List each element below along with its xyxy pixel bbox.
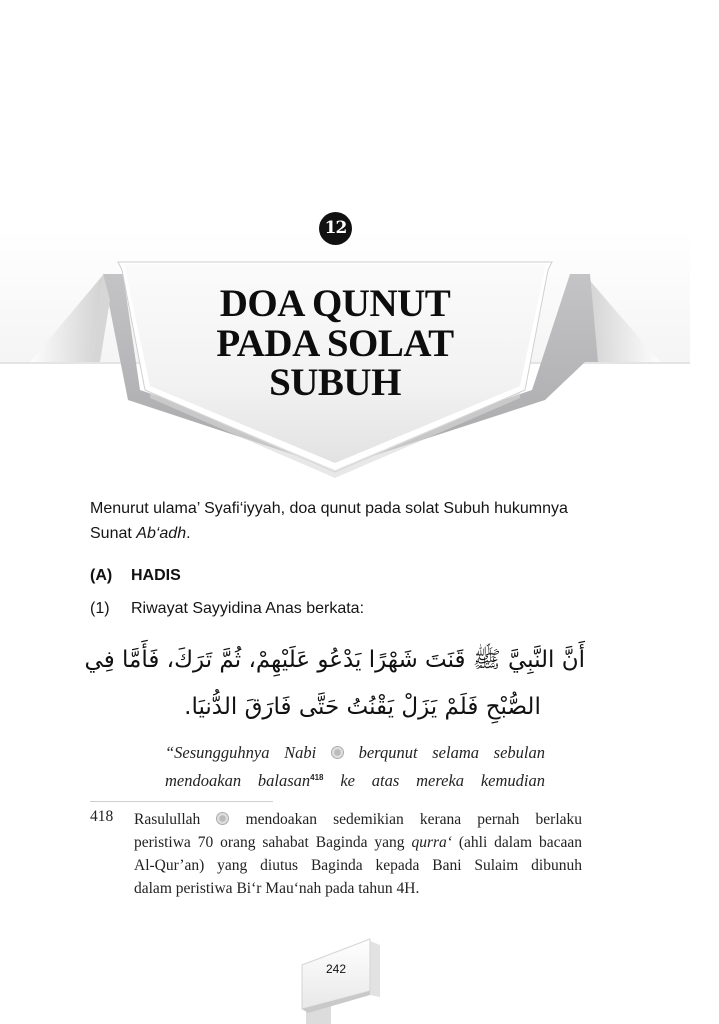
footnote-segment: peristiwa 70 orang sahabat Baginda yang bbox=[134, 834, 412, 851]
footnote-line: Al-Qur’an) yang diutus Baginda kepada Bani Sulaim dibunuh bbox=[134, 857, 582, 874]
translation-text: berqunut selama sebulan bbox=[358, 743, 545, 762]
chapter-title bbox=[150, 284, 520, 403]
chapter-title-line: SUBUH bbox=[269, 361, 401, 404]
section-heading bbox=[90, 567, 181, 585]
footnote-divider bbox=[90, 801, 273, 802]
footnote-line bbox=[134, 831, 582, 854]
salawat-icon bbox=[331, 746, 344, 759]
chapter-title-line: PADA SOLAT bbox=[216, 321, 454, 365]
footnote-segment: (ahli dalam bacaan bbox=[451, 834, 582, 851]
intro-text: Menurut ulama’ Syafi‘iyyah, doa qunut pada solat Subuh hukumnya Sunat bbox=[90, 500, 568, 542]
chapter-number-badge: 12 bbox=[319, 212, 352, 245]
arabic-hadith-line: أَنَّ النَّبِيَّ ﷺ قَنَتَ شَهْرًا يَدْعُو عَلَيْهِمْ، ثُمَّ تَرَكَ، فَأَمَّا فِي bbox=[84, 647, 585, 673]
item-label: (1) bbox=[90, 600, 110, 617]
arabic-hadith-line: الصُّبْحِ فَلَمْ يَزَلْ يَقْنُتُ حَتَّى فَارَقَ الدُّنيَا. bbox=[184, 694, 541, 720]
chapter-title-line: DOA QUNUT bbox=[219, 282, 451, 325]
page-number: 242 bbox=[325, 962, 347, 976]
footnote-line bbox=[134, 808, 582, 831]
intro-text-end: . bbox=[186, 525, 191, 542]
footnote-text bbox=[134, 808, 582, 900]
footnote-segment: Rasulullah bbox=[134, 811, 201, 828]
translation-text: “Sesungguhnya Nabi bbox=[165, 743, 317, 762]
salawat-icon bbox=[216, 812, 229, 825]
section-title: HADIS bbox=[131, 567, 181, 584]
item-text: Riwayat Sayyidina Anas berkata: bbox=[131, 600, 365, 617]
translation-line bbox=[165, 765, 545, 793]
footnote-reference[interactable]: 418 bbox=[310, 773, 324, 782]
footnote-number: 418 bbox=[90, 808, 114, 825]
list-item bbox=[90, 600, 364, 618]
hadith-translation bbox=[165, 740, 545, 793]
footnote-line: dalam peristiwa Bi‘r Mau‘nah pada tahun 4H. bbox=[134, 880, 420, 897]
translation-line bbox=[165, 740, 545, 765]
intro-paragraph bbox=[90, 496, 610, 546]
intro-italic-term: Ab‘adh bbox=[136, 525, 187, 542]
section-label: (A) bbox=[90, 567, 113, 584]
translation-text: mendoakan balasan bbox=[165, 771, 311, 790]
footnote-italic-term: qurra‘ bbox=[411, 834, 452, 851]
tab-side bbox=[370, 941, 380, 997]
footnote-segment: mendoakan sedemikian kerana pernah berlaku bbox=[245, 811, 583, 828]
translation-text: ke atas mereka kemudian bbox=[340, 771, 545, 790]
